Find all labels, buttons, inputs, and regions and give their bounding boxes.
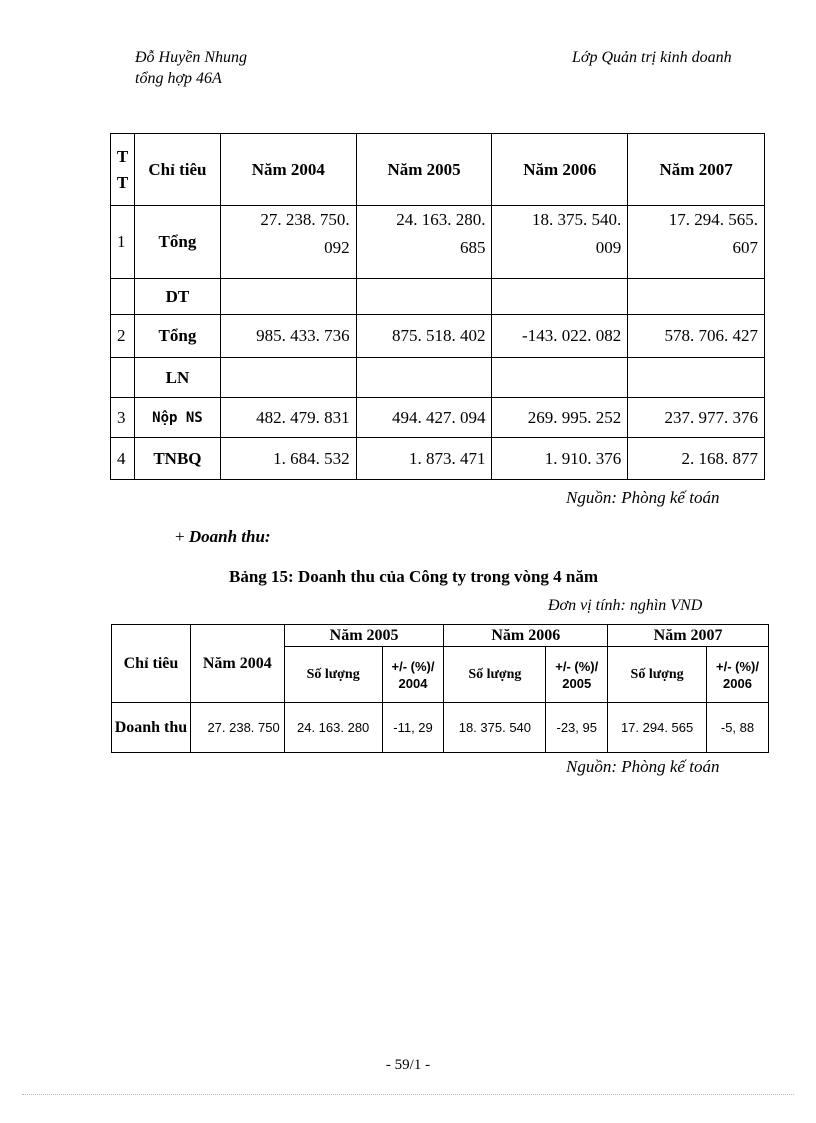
- cell-value: 18. 375. 540: [444, 703, 546, 753]
- cell-value: -11, 29: [382, 703, 444, 753]
- cell-value: 1. 684. 532: [220, 438, 356, 480]
- row-label: Tổng: [134, 315, 220, 358]
- cell-value: 578. 706. 427: [628, 315, 765, 358]
- page-number: - 59/1 -: [385, 1057, 431, 1073]
- col-header-2005: Năm 2005: [356, 134, 492, 206]
- cell-value: 24. 163. 280: [284, 703, 382, 753]
- col-header-2007: Năm 2007: [628, 134, 765, 206]
- sub-header-so-luong: Số lượng: [608, 647, 707, 703]
- cell-value: -143. 022. 082: [492, 315, 628, 358]
- cell-value: 18. 375. 540. 009: [492, 206, 628, 279]
- col-header-2006: Năm 2006: [492, 134, 628, 206]
- row-label-cont: LN: [134, 358, 220, 398]
- page-break-line: [22, 1094, 794, 1095]
- col-header-2007: Năm 2007: [608, 625, 769, 647]
- cell-value: 237. 977. 376: [628, 398, 765, 438]
- col-header-2006: Năm 2006: [444, 625, 608, 647]
- cell-value: 985. 433. 736: [220, 315, 356, 358]
- cell-value: 27. 238. 750: [190, 703, 284, 753]
- row-label: TNBQ: [134, 438, 220, 480]
- sub-header-pct: +/- (%)/ 2005: [546, 647, 608, 703]
- table1-source: Nguồn: Phòng kế toán: [566, 488, 720, 507]
- row-number: 2: [111, 315, 135, 358]
- table-header-row: [111, 134, 765, 206]
- table-row: [111, 315, 765, 358]
- cell-value: 875. 518. 402: [356, 315, 492, 358]
- table2-caption: Bảng 15: Doanh thu của Công ty trong vòng 4 năm: [229, 567, 599, 586]
- col-header-2005: Năm 2005: [284, 625, 444, 647]
- table-row: [111, 438, 765, 480]
- row-label-cont: DT: [134, 279, 220, 315]
- row-number: 3: [111, 398, 135, 438]
- unit-label: Đơn vị tính: nghìn VND: [548, 597, 703, 614]
- revenue-table: [111, 624, 769, 753]
- table-row: [111, 358, 765, 398]
- cell-value: -23, 95: [546, 703, 608, 753]
- cell-value: -5, 88: [707, 703, 769, 753]
- row-number: 4: [111, 438, 135, 480]
- sub-header-so-luong: Số lượng: [284, 647, 382, 703]
- cell-value: 24. 163. 280. 685: [356, 206, 492, 279]
- sub-header-pct: +/- (%)/ 2004: [382, 647, 444, 703]
- row-label: Nộp NS: [134, 398, 220, 438]
- sub-header-so-luong: Số lượng: [444, 647, 546, 703]
- author-class: tổng hợp 46A: [135, 70, 222, 87]
- cell-value: 482. 479. 831: [220, 398, 356, 438]
- col-header-tt: T T: [111, 134, 135, 206]
- col-header-chi-tieu: Chỉ tiêu: [112, 625, 191, 703]
- col-header-chi-tieu: Chỉ tiêu: [134, 134, 220, 206]
- table-row: [111, 279, 765, 315]
- summary-table: [110, 133, 765, 480]
- cell-value: 269. 995. 252: [492, 398, 628, 438]
- cell-value: 2. 168. 877: [628, 438, 765, 480]
- cell-value: 494. 427. 094: [356, 398, 492, 438]
- cell-value: 1. 910. 376: [492, 438, 628, 480]
- section-heading: + Doanh thu:: [175, 527, 271, 546]
- table-row: [111, 206, 765, 279]
- cell-value: 1. 873. 471: [356, 438, 492, 480]
- row-number: 1: [111, 206, 135, 279]
- col-header-2004: Năm 2004: [220, 134, 356, 206]
- cell-value: 27. 238. 750. 092: [220, 206, 356, 279]
- cell-value: 17. 294. 565. 607: [628, 206, 765, 279]
- author-name: Đỗ Huyền Nhung: [135, 49, 247, 66]
- col-header-2004: Năm 2004: [190, 625, 284, 703]
- sub-header-pct: +/- (%)/ 2006: [707, 647, 769, 703]
- row-label: Doanh thu: [112, 703, 191, 753]
- table2-source: Nguồn: Phòng kế toán: [566, 757, 720, 776]
- class-name: Lớp Quản trị kinh doanh: [572, 49, 732, 66]
- row-label: Tổng: [134, 206, 220, 279]
- cell-value: 17. 294. 565: [608, 703, 707, 753]
- table-row: [111, 398, 765, 438]
- table-row: [112, 703, 769, 753]
